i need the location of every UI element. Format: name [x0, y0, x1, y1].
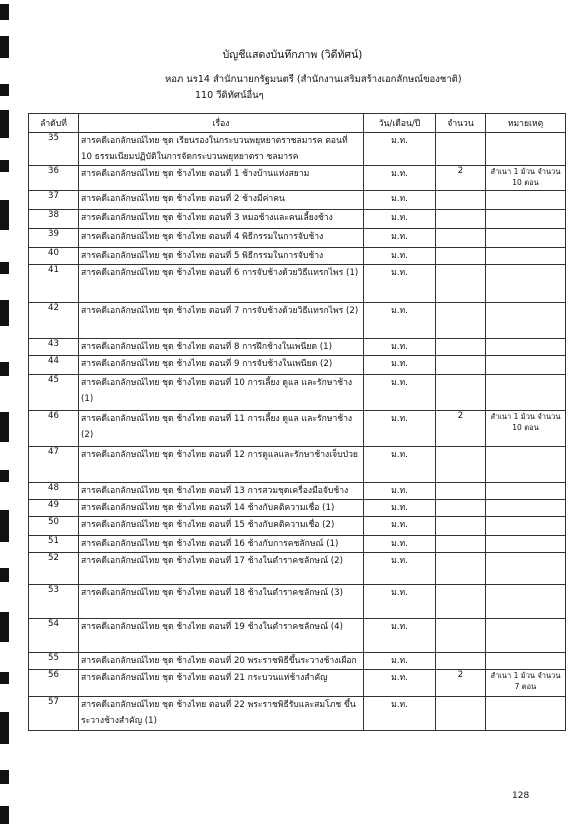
table-row [29, 229, 566, 248]
row-title: สารคดีเอกลักษณ์ไทย ชุด ช้างไทย ตอนที่ 12 การดูแลและรักษาช้างเจ็บป่วย [79, 447, 364, 483]
row-remarks [486, 500, 566, 517]
row-number: 44 [29, 356, 79, 375]
row-title: สารคดีเอกลักษณ์ไทย ชุด ช้างไทย ตอนที่ 13 การสวมชุดเครื่องมือจับช้าง [79, 483, 364, 500]
row-date: ม.ท. [364, 619, 436, 653]
row-quantity: 2 [436, 166, 486, 191]
row-number: 47 [29, 447, 79, 483]
row-quantity [436, 536, 486, 553]
row-remarks [486, 697, 566, 731]
table-row [29, 356, 566, 375]
table-row [29, 517, 566, 536]
agency-line: หอภ นร14 สำนักนายกรัฐมนตรี (สำนักงานเสริมสร้างเอกลักษณ์ของชาติ) [165, 74, 462, 85]
row-remarks: สำเนา 1 ม้วน จำนวน 7 ตอน [486, 670, 566, 697]
row-number: 42 [29, 303, 79, 339]
row-remarks [486, 303, 566, 339]
row-title: สารคดีเอกลักษณ์ไทย ชุด ช้างไทย ตอนที่ 22 พระราชพิธีรับและสมโภช ขึ้นระวางช้างสำคัญ (1) [79, 697, 364, 731]
record-table [28, 113, 566, 731]
row-remarks [486, 248, 566, 265]
row-quantity: 2 [436, 411, 486, 447]
row-number: 35 [29, 133, 79, 166]
row-title: สารคดีเอกลักษณ์ไทย ชุด ช้างไทย ตอนที่ 17 ช้างในตำราคชลักษณ์ (2) [79, 553, 364, 585]
row-title: สารคดีเอกลักษณ์ไทย ชุด ช้างไทย ตอนที่ 2 ช้างมีค่าคน [79, 191, 364, 210]
row-number: 36 [29, 166, 79, 191]
table-row [29, 536, 566, 553]
row-number: 57 [29, 697, 79, 731]
table-header-row [29, 114, 566, 133]
table-row [29, 191, 566, 210]
row-remarks [486, 265, 566, 303]
row-number: 53 [29, 585, 79, 619]
row-quantity [436, 500, 486, 517]
table-row [29, 166, 566, 191]
row-remarks [486, 191, 566, 210]
row-remarks [486, 133, 566, 166]
row-date: ม.ท. [364, 697, 436, 731]
table-row [29, 670, 566, 697]
row-remarks [486, 653, 566, 670]
row-quantity [436, 248, 486, 265]
row-remarks: สำเนา 1 ม้วน จำนวน 10 ตอน [486, 166, 566, 191]
row-date: ม.ท. [364, 375, 436, 411]
row-date: ม.ท. [364, 483, 436, 500]
binding-mark [0, 672, 9, 684]
row-date: ม.ท. [364, 166, 436, 191]
row-title: สารคดีเอกลักษณ์ไทย ชุด ช้างไทย ตอนที่ 16 ช้างกับการคชลักษณ์ (1) [79, 536, 364, 553]
row-number: 39 [29, 229, 79, 248]
row-quantity [436, 585, 486, 619]
row-date: ม.ท. [364, 133, 436, 166]
binding-mark [0, 262, 9, 274]
row-remarks: สำเนา 1 ม้วน จำนวน 10 ตอน [486, 411, 566, 447]
row-date: ม.ท. [364, 553, 436, 585]
table-row [29, 619, 566, 653]
row-remarks [486, 356, 566, 375]
row-quantity: 2 [436, 670, 486, 697]
row-title: สารคดีเอกลักษณ์ไทย ชุด ช้างไทย ตอนที่ 19 ช้างในตำราคชลักษณ์ (4) [79, 619, 364, 653]
row-date: ม.ท. [364, 265, 436, 303]
row-remarks [486, 339, 566, 356]
row-remarks [486, 585, 566, 619]
table-row [29, 339, 566, 356]
row-quantity [436, 133, 486, 166]
page-number: 128 [512, 791, 530, 801]
row-quantity [436, 303, 486, 339]
row-remarks [486, 229, 566, 248]
binding-mark [0, 568, 9, 582]
row-number: 38 [29, 210, 79, 229]
row-number: 41 [29, 265, 79, 303]
row-quantity [436, 191, 486, 210]
row-quantity [436, 229, 486, 248]
row-number: 37 [29, 191, 79, 210]
table-row [29, 248, 566, 265]
row-remarks [486, 375, 566, 411]
row-date: ม.ท. [364, 653, 436, 670]
row-title: สารคดีเอกลักษณ์ไทย ชุด ช้างไทย ตอนที่ 9 การจับช้างในเพนียด (2) [79, 356, 364, 375]
column-header-title: เรื่อง [79, 114, 364, 133]
binding-mark [0, 362, 9, 376]
row-date: ม.ท. [364, 670, 436, 697]
row-title: สารคดีเอกลักษณ์ไทย ชุด ช้างไทย ตอนที่ 3 หมอช้างและคนเลี้ยงช้าง [79, 210, 364, 229]
row-title: สารคดีเอกลักษณ์ไทย ชุด ช้างไทย ตอนที่ 10 การเลี้ยง ดูแล และรักษาช้าง (1) [79, 375, 364, 411]
binding-mark [0, 300, 9, 326]
binding-mark [0, 806, 9, 824]
row-title: สารคดีเอกลักษณ์ไทย ชุด ช้างไทย ตอนที่ 1 ช้างบ้านแห่งสยาม [79, 166, 364, 191]
row-quantity [436, 619, 486, 653]
row-title: สารคดีเอกลักษณ์ไทย ชุด เรียนรองในกระบวนพยุหยาตราชลมารค ตอนที่ 10 ธรรมเนียมปฏิบัติในการจัดกระบวนพยุหยาตรา ชลมารค [79, 133, 364, 166]
document-title: บัญชีแสดงบันทึกภาพ (วิดีทัศน์) [222, 49, 363, 61]
row-number: 56 [29, 670, 79, 697]
binding-mark [0, 510, 9, 542]
table-row [29, 653, 566, 670]
column-header-quantity: จำนวน [436, 114, 486, 133]
row-date: ม.ท. [364, 229, 436, 248]
table-row [29, 210, 566, 229]
row-number: 43 [29, 339, 79, 356]
row-number: 52 [29, 553, 79, 585]
row-remarks [486, 517, 566, 536]
row-quantity [436, 553, 486, 585]
binding-mark [0, 110, 9, 138]
row-quantity [436, 517, 486, 536]
row-title: สารคดีเอกลักษณ์ไทย ชุด ช้างไทย ตอนที่ 6 การจับช้างด้วยวิธีแทรกไพร (1) [79, 265, 364, 303]
row-date: ม.ท. [364, 536, 436, 553]
binding-mark [0, 84, 9, 96]
binding-mark [0, 612, 9, 642]
table-row [29, 411, 566, 447]
row-date: ม.ท. [364, 303, 436, 339]
row-remarks [486, 553, 566, 585]
table-row [29, 265, 566, 303]
row-quantity [436, 375, 486, 411]
table-row [29, 697, 566, 731]
row-date: ม.ท. [364, 210, 436, 229]
row-remarks [486, 536, 566, 553]
row-date: ม.ท. [364, 248, 436, 265]
column-header-date: วัน/เดือน/ปี [364, 114, 436, 133]
row-title: สารคดีเอกลักษณ์ไทย ชุด ช้างไทย ตอนที่ 7 การจับช้างด้วยวิธีแทรกไพร (2) [79, 303, 364, 339]
table-row [29, 483, 566, 500]
row-title: สารคดีเอกลักษณ์ไทย ชุด ช้างไทย ตอนที่ 5 พิธีกรรมในการจับช้าง [79, 248, 364, 265]
row-date: ม.ท. [364, 517, 436, 536]
binding-mark [0, 712, 9, 744]
row-quantity [436, 210, 486, 229]
row-title: สารคดีเอกลักษณ์ไทย ชุด ช้างไทย ตอนที่ 11 การเลี้ยง ดูแล และรักษาช้าง (2) [79, 411, 364, 447]
row-title: สารคดีเอกลักษณ์ไทย ชุด ช้างไทย ตอนที่ 21 กระบวนแห่ช้างสำคัญ [79, 670, 364, 697]
row-date: ม.ท. [364, 411, 436, 447]
row-number: 40 [29, 248, 79, 265]
table-row [29, 585, 566, 619]
row-title: สารคดีเอกลักษณ์ไทย ชุด ช้างไทย ตอนที่ 14 ช้างกับคติความเชื่อ (1) [79, 500, 364, 517]
category-line: 110 วีดิทัศน์อื่นๆ [195, 90, 264, 101]
row-date: ม.ท. [364, 191, 436, 210]
row-date: ม.ท. [364, 339, 436, 356]
table-row [29, 553, 566, 585]
row-number: 51 [29, 536, 79, 553]
row-number: 46 [29, 411, 79, 447]
row-remarks [486, 447, 566, 483]
row-number: 55 [29, 653, 79, 670]
column-header-number: ลำดับที่ [29, 114, 79, 133]
row-title: สารคดีเอกลักษณ์ไทย ชุด ช้างไทย ตอนที่ 18 ช้างในตำราคชลักษณ์ (3) [79, 585, 364, 619]
binding-mark [0, 4, 9, 20]
table-row [29, 375, 566, 411]
row-quantity [436, 697, 486, 731]
row-date: ม.ท. [364, 500, 436, 517]
row-number: 50 [29, 517, 79, 536]
row-quantity [436, 447, 486, 483]
row-quantity [436, 356, 486, 375]
row-quantity [436, 339, 486, 356]
row-title: สารคดีเอกลักษณ์ไทย ชุด ช้างไทย ตอนที่ 20 พระราชพิธีขึ้นระวางช้างเผือก [79, 653, 364, 670]
row-date: ม.ท. [364, 447, 436, 483]
binding-mark [0, 160, 9, 172]
row-remarks [486, 210, 566, 229]
row-date: ม.ท. [364, 356, 436, 375]
row-quantity [436, 653, 486, 670]
row-date: ม.ท. [364, 585, 436, 619]
row-number: 48 [29, 483, 79, 500]
row-number: 45 [29, 375, 79, 411]
row-remarks [486, 483, 566, 500]
binding-mark [0, 470, 9, 482]
binding-mark [0, 770, 9, 784]
binding-mark [0, 200, 9, 230]
row-quantity [436, 265, 486, 303]
table-row [29, 500, 566, 517]
table-row [29, 303, 566, 339]
row-title: สารคดีเอกลักษณ์ไทย ชุด ช้างไทย ตอนที่ 15 ช้างกับคติความเชื่อ (2) [79, 517, 364, 536]
row-quantity [436, 483, 486, 500]
row-remarks [486, 619, 566, 653]
binding-mark [0, 412, 9, 442]
row-number: 54 [29, 619, 79, 653]
column-header-remarks: หมายเหตุ [486, 114, 566, 133]
row-number: 49 [29, 500, 79, 517]
table-row [29, 133, 566, 166]
row-title: สารคดีเอกลักษณ์ไทย ชุด ช้างไทย ตอนที่ 4 พิธีกรรมในการจับช้าง [79, 229, 364, 248]
row-title: สารคดีเอกลักษณ์ไทย ชุด ช้างไทย ตอนที่ 8 การฝึกช้างในเพนียด (1) [79, 339, 364, 356]
table-row [29, 447, 566, 483]
